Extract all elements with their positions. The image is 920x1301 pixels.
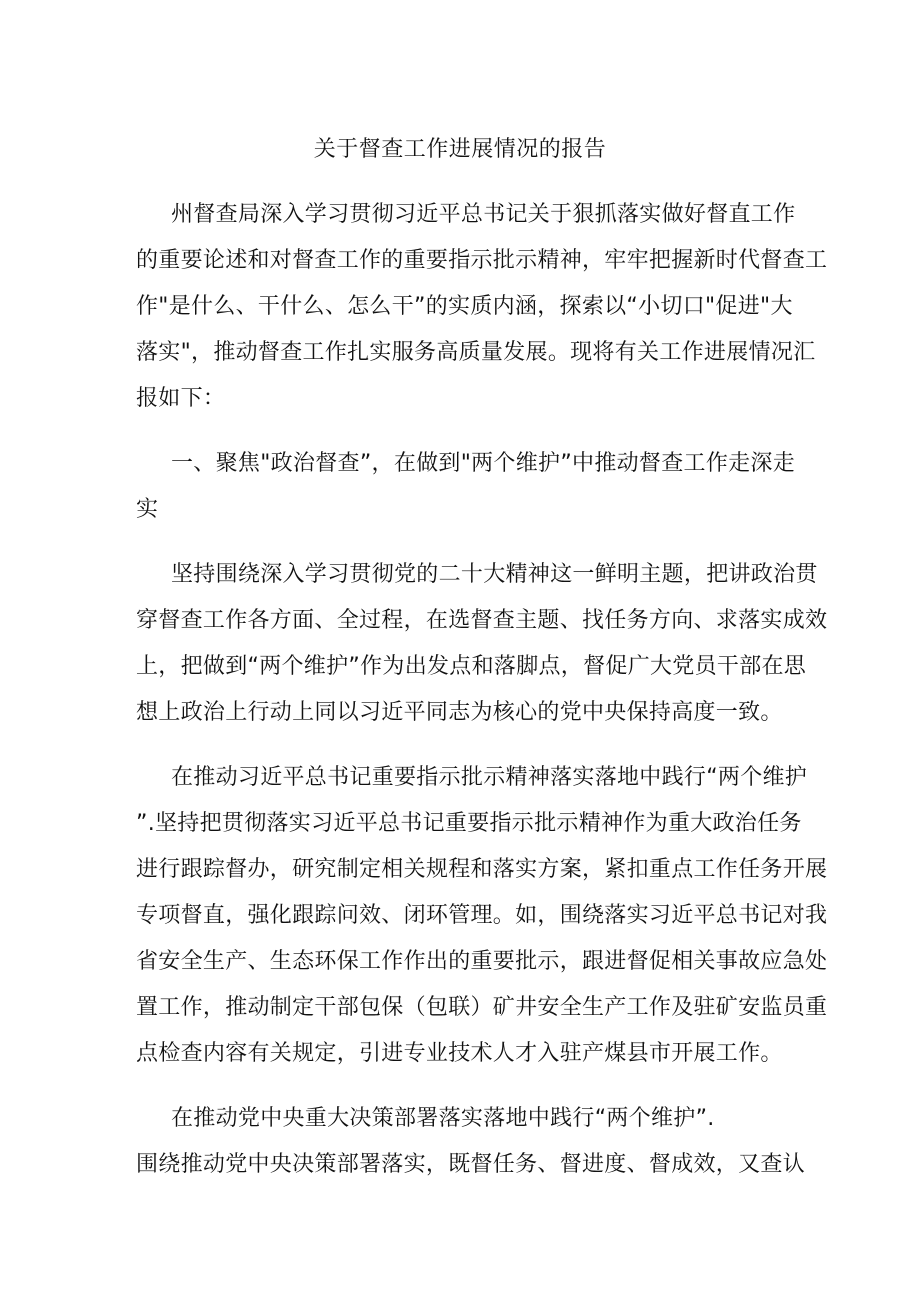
paragraph-line: 上，把做到“两个维护”作为出发点和落脚点，督促广大党员干部在思 (136, 654, 807, 679)
section-heading-line: 一、聚焦"政治督查”，在做到"两个维护”中推动督查工作走深走 (171, 451, 796, 476)
paragraph-line: 进行跟踪督办，研究制定相关规程和落实方案，紧扣重点工作任务开展 (136, 857, 828, 882)
paragraph-line: 置工作，推动制定干部包保（包联）矿井安全生产工作及驻矿安监员重 (136, 995, 828, 1020)
paragraph-line: 专项督直，强化跟踪问效、闭环管理。如，围绕落实习近平总书记对我 (136, 903, 828, 928)
paragraph-line: 坚持围绕深入学习贯彻党的二十大精神这一鲜明主题，把讲政治贯 (171, 562, 818, 587)
paragraph-line: ”.坚持把贯彻落实习近平总书记重要指示批示精神作为重大政治任务 (136, 811, 802, 836)
paragraph-line: 报如下： (136, 386, 226, 411)
paragraph-line: 穿督查工作各方面、全过程，在选督查主题、找任务方向、求落实成效 (136, 608, 828, 633)
paragraph-line: 落实"，推动督查工作扎实服务高质量发展。现将有关工作进展情况汇 (136, 340, 816, 365)
paragraph-line: 想上政治上行动上同以习近平同志为核心的党中央保持高度一致。 (136, 700, 783, 725)
section-heading-line: 实 (136, 497, 159, 522)
paragraph-line: 在推动党中央重大决策部署落实落地中践行“两个维护”. (171, 1106, 715, 1131)
paragraph-line: 州督查局深入学习贯彻习近平总书记关于狠抓落实做好督直工作 (171, 202, 796, 227)
paragraph-line: 作"是什么、干什么、怎么干”的实质内涵，探索以“小切口"促进"大 (136, 294, 793, 319)
paragraph-line: 的重要论述和对督查工作的重要指示批示精神，牢牢把握新时代督查工 (136, 248, 828, 273)
paragraph-line: 省安全生产、生态环保工作作出的重要批示，跟进督促相关事故应急处 (136, 949, 828, 974)
paragraph-line: 围绕推动党中央决策部署落实，既督任务、督进度、督成效，又查认 (136, 1152, 806, 1177)
paragraph-line: 在推动习近平总书记重要指示批示精神落实落地中践行“两个维护 (171, 765, 808, 790)
paragraph-line: 点检查内容有关规定，引进专业技术人才入驻产煤县市开展工作。 (136, 1041, 783, 1066)
document-title: 关于督查工作进展情况的报告 (313, 137, 607, 162)
